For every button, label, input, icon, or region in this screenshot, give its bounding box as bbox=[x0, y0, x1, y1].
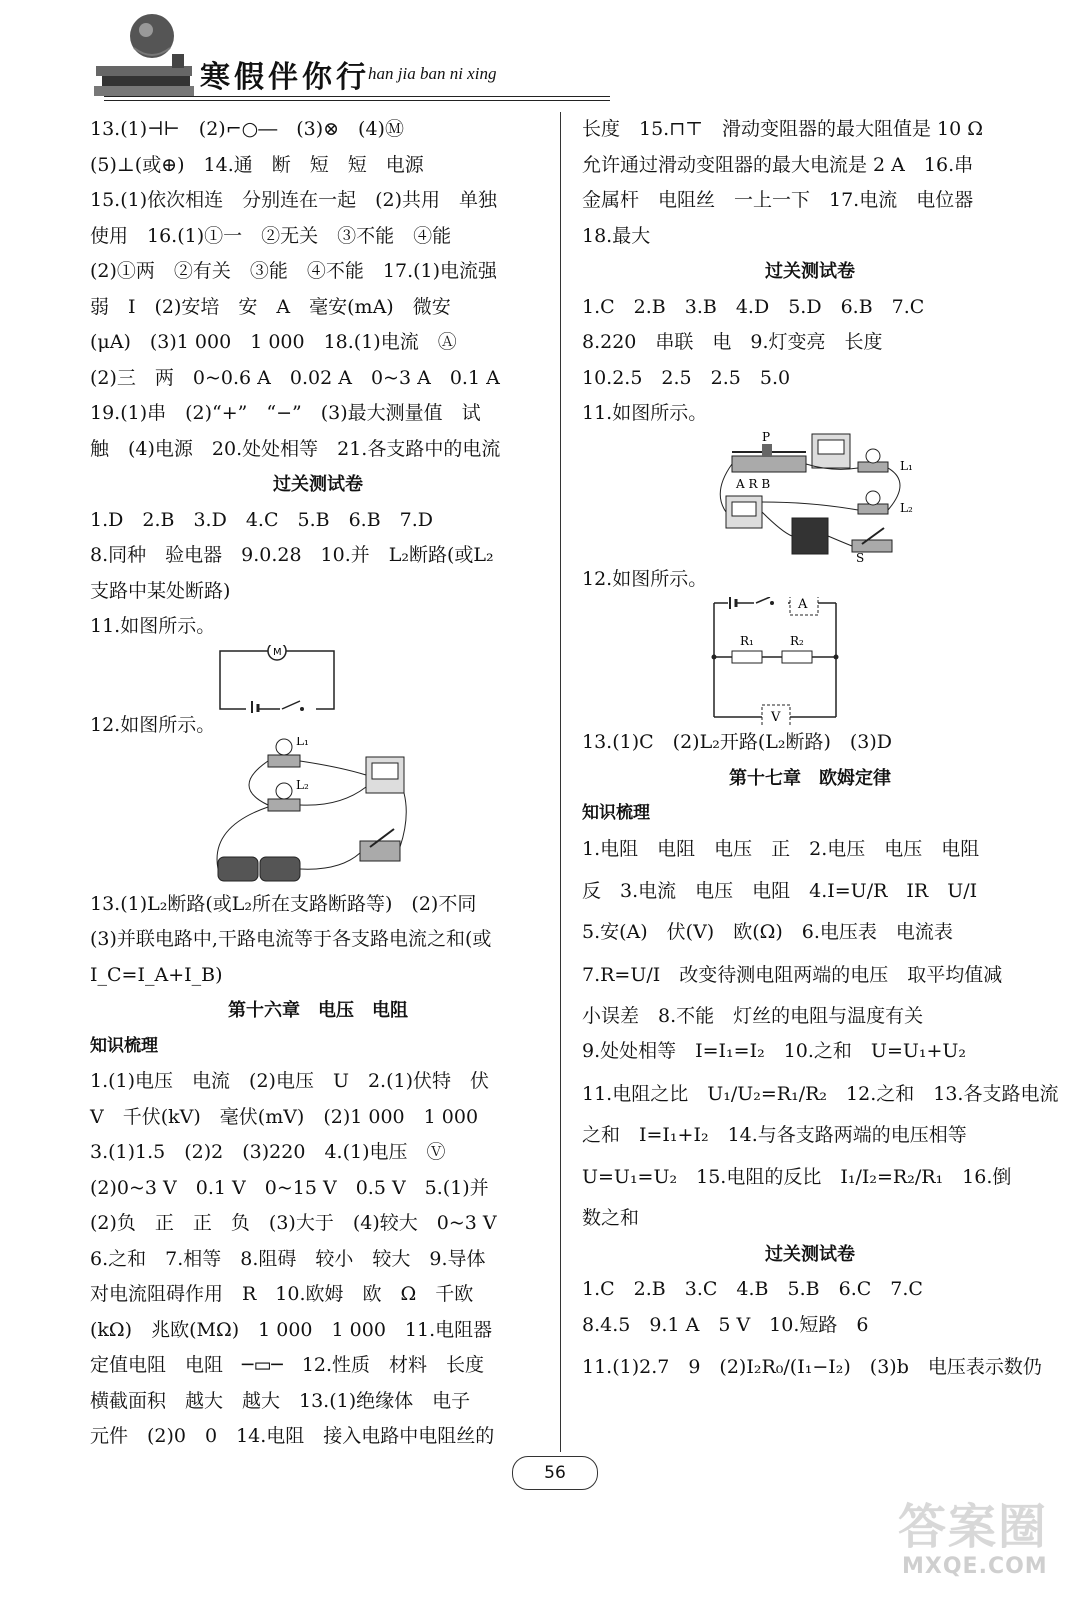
watermark bbox=[898, 1488, 1068, 1588]
lamp-label-l1: L₁ bbox=[900, 458, 913, 473]
answer-line: (5)⊥(或⊕) 14.通 断 短 短 电源 bbox=[90, 153, 424, 176]
answer-line: U=U₁=U₂ 15.电阻的反比 I₁/I₂=R₂/R₁ 16.倒 bbox=[582, 1166, 1012, 1188]
answer-line: 弱 I (2)安培 安 A 毫安(mA) 微安 bbox=[90, 295, 451, 318]
answer-line: 使用 16.(1)①一 ②无关 ③不能 ④能 bbox=[90, 224, 452, 247]
left-column bbox=[90, 112, 546, 1455]
resistor-label-r2: R₂ bbox=[790, 634, 804, 648]
answer-line: 反 3.电流 电压 电阻 4.I=U/R IR U/I bbox=[582, 880, 978, 902]
answer-line: 金属杆 电阻丝 一上一下 17.电流 电位器 bbox=[582, 189, 974, 211]
answer-line: 11.如图所示。 bbox=[582, 402, 708, 424]
watermark-logo: 答案圈 bbox=[898, 1499, 1049, 1555]
answer-line: 13.(1)C (2)L₂开路(L₂断路) (3)D bbox=[582, 731, 893, 753]
answer-line: 11.如图所示。 bbox=[90, 615, 216, 637]
answer-line: 13.(1)⊣⊢ (2)⌐○― (3)⊗ (4)Ⓜ bbox=[90, 118, 404, 140]
subsection-title: 知识梳理 bbox=[582, 803, 650, 823]
answer-line: 定值电阻 电阻 ─▭─ 12.性质 材料 长度 bbox=[90, 1354, 485, 1376]
header-rule-2 bbox=[104, 100, 610, 101]
answer-line: 元件 (2)0 0 14.电阻 接入电路中电阻丝的 bbox=[90, 1425, 495, 1447]
answer-line: 19.(1)串 (2)“+” “−” (3)最大测量值 试 bbox=[90, 402, 481, 424]
column-divider bbox=[560, 112, 561, 1452]
answer-line: 8.同种 验电器 9.0.28 10.并 L₂断路(或L₂ bbox=[90, 544, 494, 566]
answer-line: 对电流阻碍作用 R 10.欧姆 欧 Ω 千欧 bbox=[90, 1283, 474, 1305]
header-pinyin: han jia ban ni xing bbox=[368, 64, 497, 83]
section-title: 过关测试卷 bbox=[273, 474, 363, 495]
answer-line: (μA) (3)1 000 1 000 18.(1)电流 Ⓐ bbox=[90, 331, 457, 353]
answer-line: (2)0~3 V 0.1 V 0~15 V 0.5 V 5.(1)并 bbox=[90, 1176, 489, 1199]
answer-line: 18.最大 bbox=[582, 224, 651, 247]
answer-line: 3.(1)1.5 (2)2 (3)220 4.(1)电压 Ⓥ bbox=[90, 1141, 446, 1163]
svg-text:M: M bbox=[273, 646, 282, 658]
answer-line: 1.(1)电压 电流 (2)电压 U 2.(1)伏特 伏 bbox=[90, 1070, 490, 1092]
answer-line: 之和 I=I₁+I₂ 14.与各支路两端的电压相等 bbox=[582, 1123, 967, 1146]
answer-line: 5.安(A) 伏(V) 欧(Ω) 6.电压表 电流表 bbox=[582, 921, 953, 943]
series-resistors-circuit-diagram bbox=[710, 597, 1038, 725]
answer-line: 11.电阻之比 U₁/U₂=R₁/R₂ 12.之和 13.各支路电流 bbox=[582, 1082, 1059, 1105]
page-number: 56 bbox=[512, 1456, 598, 1490]
answer-line: I_C=I_A+I_B) bbox=[90, 963, 223, 986]
answer-line: 12.如图所示。 bbox=[90, 713, 216, 736]
lamp-label-l2: L₂ bbox=[296, 777, 309, 792]
rheostat-label: A R B bbox=[736, 476, 771, 491]
header-title: 寒假伴你行 bbox=[200, 60, 370, 95]
chapter-title: 第十六章 电压 电阻 bbox=[228, 1000, 408, 1021]
answer-line: 11.(1)2.7 9 (2)I₂R₀/(I₁−I₂) (3)b 电压表示数仍 bbox=[582, 1356, 1042, 1378]
answer-line: 13.(1)L₂断路(或L₂所在支路断路等) (2)不同 bbox=[90, 892, 477, 915]
rheostat-circuit-diagram bbox=[712, 432, 1038, 562]
answer-line: 10.2.5 2.5 2.5 5.0 bbox=[582, 366, 791, 389]
lamp-label-l1: L₁ bbox=[296, 736, 309, 748]
answer-line: (2)①两 ②有关 ③能 ④不能 17.(1)电流强 bbox=[90, 260, 498, 282]
page-header bbox=[88, 8, 608, 104]
resistor-label-r1: R₁ bbox=[740, 634, 754, 648]
section-title: 过关测试卷 bbox=[765, 261, 855, 282]
answer-line: 1.电阻 电阻 电压 正 2.电压 电压 电阻 bbox=[582, 837, 980, 860]
voltmeter-label: V bbox=[771, 710, 781, 725]
subsection-title: 知识梳理 bbox=[90, 1035, 158, 1056]
answer-line: 15.(1)依次相连 分别连在一起 (2)共用 单独 bbox=[90, 189, 498, 211]
answer-line: 小误差 8.不能 灯丝的电阻与温度有关 bbox=[582, 1004, 924, 1027]
parallel-lamps-circuit-diagram bbox=[210, 737, 546, 887]
answer-line: 7.R=U/I 改变待测电阻两端的电压 取平均值减 bbox=[582, 963, 1003, 986]
answer-line: 数之和 bbox=[582, 1207, 640, 1229]
motor-circuit-diagram bbox=[210, 645, 546, 713]
answer-line: (2)负 正 正 负 (3)大于 (4)较大 0~3 V bbox=[90, 1212, 497, 1234]
answer-line: (3)并联电路中,干路电流等于各支路电流之和(或 bbox=[90, 928, 492, 950]
header-rule bbox=[104, 96, 610, 97]
answer-line: 8.4.5 9.1 A 5 V 10.短路 6 bbox=[582, 1313, 869, 1336]
switch-label-s: S bbox=[856, 550, 865, 562]
lamp-label-l2: L₂ bbox=[900, 500, 913, 515]
answer-line: 1.D 2.B 3.D 4.C 5.B 6.B 7.D bbox=[90, 508, 434, 531]
answer-line: (2)三 两 0~0.6 A 0.02 A 0~3 A 0.1 A bbox=[90, 366, 500, 389]
answer-line: 1.C 2.B 3.B 4.D 5.D 6.B 7.C bbox=[582, 295, 925, 318]
answer-line: 6.之和 7.相等 8.阻碍 较小 较大 9.导体 bbox=[90, 1247, 486, 1270]
answer-line: 支路中某处断路) bbox=[90, 579, 231, 602]
answer-line: V 千伏(kV) 毫伏(mV) (2)1 000 1 000 bbox=[90, 1105, 479, 1128]
answer-line: (kΩ) 兆欧(MΩ) 1 000 1 000 11.电阻器 bbox=[90, 1318, 493, 1341]
answer-line: 12.如图所示。 bbox=[582, 567, 708, 590]
section-title: 过关测试卷 bbox=[765, 1243, 855, 1265]
watermark-url: MXQE.COM bbox=[902, 1554, 1048, 1579]
answer-line: 允许通过滑动变阻器的最大电流是 2 A 16.串 bbox=[582, 153, 974, 176]
ammeter-label: A bbox=[798, 597, 808, 612]
right-column bbox=[582, 112, 1059, 1391]
chapter-title: 第十七章 欧姆定律 bbox=[729, 767, 891, 789]
slider-label-p: P bbox=[762, 431, 771, 444]
answer-line: 横截面积 越大 越大 13.(1)绝缘体 电子 bbox=[90, 1389, 471, 1412]
answer-line: 触 (4)电源 20.处处相等 21.各支路中的电流 bbox=[90, 437, 501, 460]
answer-line: 长度 15.⊓⊤ 滑动变阻器的最大阻值是 10 Ω bbox=[582, 118, 984, 140]
answer-line: 1.C 2.B 3.C 4.B 5.B 6.C 7.C bbox=[582, 1278, 923, 1300]
answer-line: 8.220 串联 电 9.灯变亮 长度 bbox=[582, 331, 883, 353]
books-globe-icon bbox=[88, 8, 200, 104]
answer-line: 9.处处相等 I=I₁=I₂ 10.之和 U=U₁+U₂ bbox=[582, 1040, 967, 1062]
